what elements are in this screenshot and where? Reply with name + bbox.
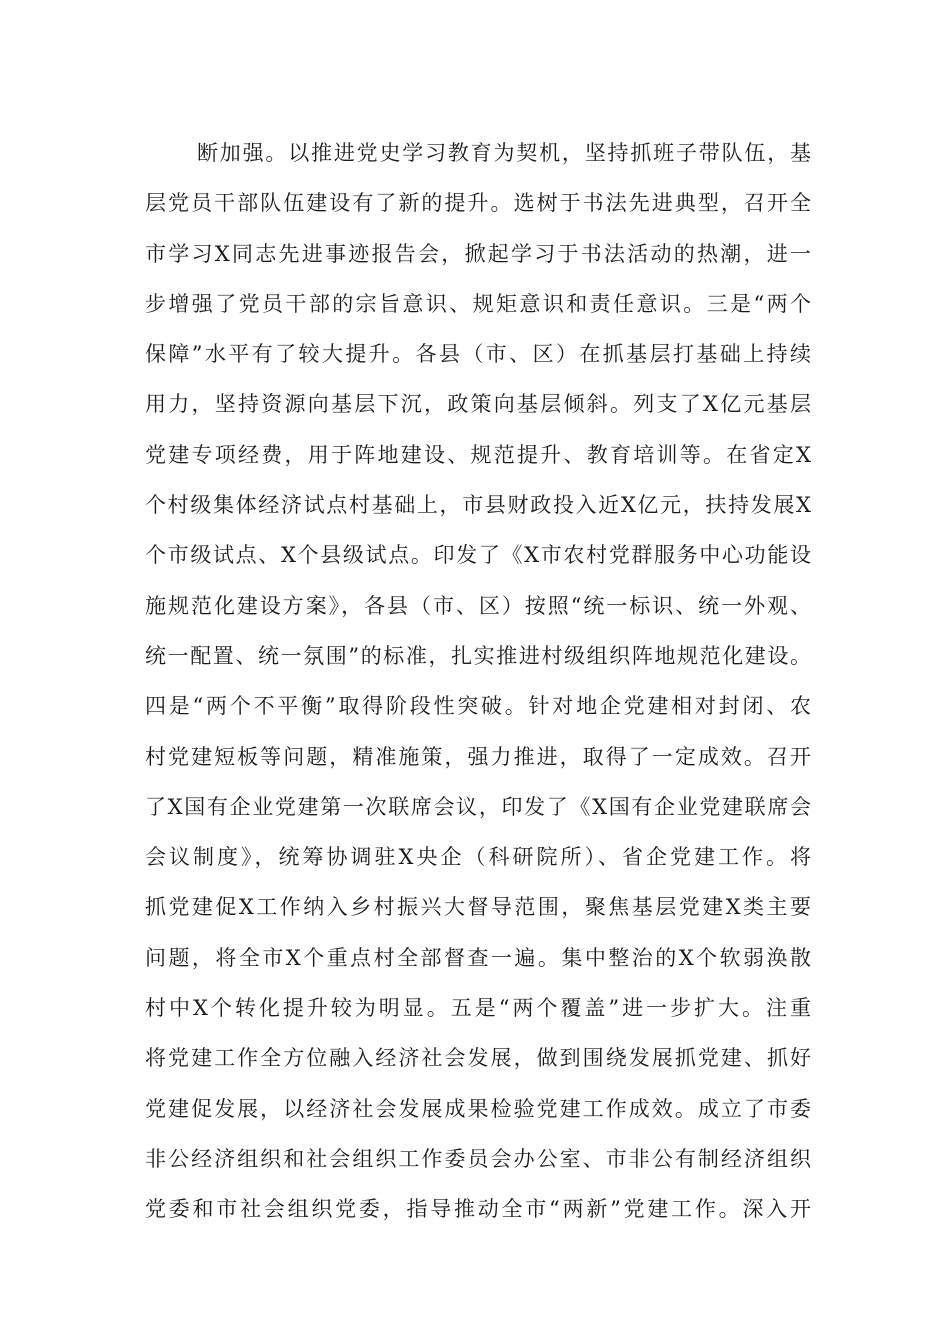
text-line: 会议制度》，统筹协调驻X央企（科研院所）、省企党建工作。将 bbox=[145, 845, 811, 870]
text-line: 将党建工作全方位融入经济社会发展，做到围绕发展抓党建、抓好 bbox=[145, 1046, 811, 1071]
text-line: 层党员干部队伍建设有了新的提升。选树于书法先进典型，召开全 bbox=[145, 191, 811, 216]
text-line: 步增强了党员干部的宗旨意识、规矩意识和责任意识。三是“两个 bbox=[145, 291, 811, 316]
body-paragraph bbox=[145, 128, 811, 1235]
text-line: 四是“两个不平衡”取得阶段性突破。针对地企党建相对封闭、农 bbox=[145, 694, 811, 719]
text-line: 个村级集体经济试点村基础上，市县财政投入近X亿元，扶持发展X bbox=[145, 493, 811, 518]
text-line: 非公经济组织和社会组织工作委员会办公室、市非公有制经济组织 bbox=[145, 1146, 811, 1171]
text-line: 市学习X同志先进事迹报告会，掀起学习于书法活动的热潮，进一 bbox=[145, 241, 811, 266]
text-line: 个市级试点、X个县级试点。印发了《X市农村党群服务中心功能设 bbox=[145, 543, 811, 568]
text-line: 抓党建促X工作纳入乡村振兴大督导范围，聚焦基层党建X类主要 bbox=[145, 895, 811, 920]
text-line: 党建促发展，以经济社会发展成果检验党建工作成效。成立了市委 bbox=[145, 1096, 811, 1121]
text-line: 党建专项经费，用于阵地建设、规范提升、教育培训等。在省定X bbox=[145, 442, 811, 467]
text-line: 统一配置、统一氛围”的标准，扎实推进村级组织阵地规范化建设。 bbox=[145, 643, 811, 668]
text-line: 党委和市社会组织党委，指导推动全市“两新”党建工作。深入开 bbox=[145, 1197, 811, 1222]
text-line: 施规范化建设方案》，各县（市、区）按照“统一标识、统一外观、 bbox=[145, 593, 811, 618]
text-line: 村党建短板等问题，精准施策，强力推进，取得了一定成效。召开 bbox=[145, 744, 811, 769]
text-line: 了X国有企业党建第一次联席会议，印发了《X国有企业党建联席会 bbox=[145, 794, 811, 819]
text-line: 用力，坚持资源向基层下沉，政策向基层倾斜。列支了X亿元基层 bbox=[145, 392, 811, 417]
text-line: 问题，将全市X个重点村全部督查一遍。集中整治的X个软弱涣散 bbox=[145, 945, 811, 970]
text-line: 断加强。以推进党史学习教育为契机，坚持抓班子带队伍，基 bbox=[197, 141, 811, 165]
text-line: 村中X个转化提升较为明显。五是“两个覆盖”进一步扩大。注重 bbox=[145, 996, 811, 1021]
text-line: 保障”水平有了较大提升。各县（市、区）在抓基层打基础上持续 bbox=[145, 342, 811, 367]
